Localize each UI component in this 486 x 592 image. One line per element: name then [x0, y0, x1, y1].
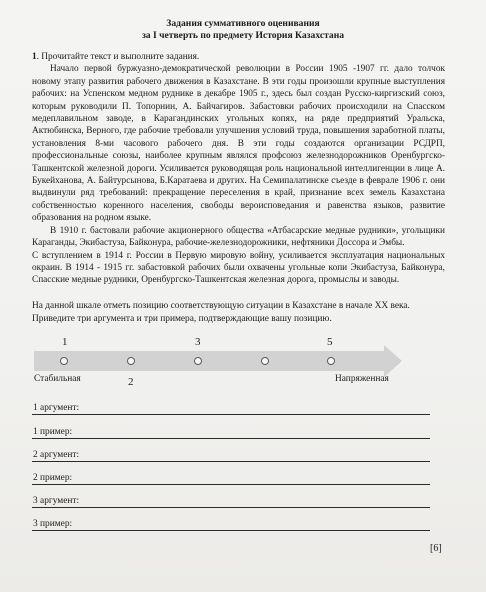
paragraph-2: В 1910 г. бастовали рабочие акционерного общества «Атбасарские медные рудники», угольщики Караганды, Экибастуза, Байконура, рабочие-железнодорожники, нефтяники Доссора и Эмбы.: [32, 225, 445, 249]
scale-point-4[interactable]: [261, 357, 269, 365]
scale-number-1: 1: [62, 336, 68, 348]
marks-total: [6]: [430, 543, 442, 554]
answer-line-argument-3[interactable]: [32, 507, 430, 508]
answer-line-example-3[interactable]: [32, 530, 430, 531]
answer-label-example-3: 3 пример:: [33, 519, 73, 529]
answer-line-example-1[interactable]: [32, 438, 430, 439]
scale-point-3[interactable]: [194, 357, 202, 365]
task-number: 1: [32, 52, 37, 62]
scale-point-1[interactable]: [60, 357, 68, 365]
answer-line-example-2[interactable]: [32, 484, 430, 485]
answer-line-argument-1[interactable]: [32, 414, 430, 415]
answer-label-argument-3: 3 аргумент:: [33, 496, 80, 506]
paragraph-1: Начало первой буржуазно-демократической революции в России 1905 -1907 гг. дало толчок новому этапу развития рабочего движения в Казахстане. В эти годы произошли крупные выступления рабочих: на Успенском медном руднике в декабре 1905 г., здесь был создан Русско-киргизский союз, которым руководили П. Топорнин, А. Байчагиров. Забастовки рабочих происходили на Спасском медеплавильном заводе, в Карагандинских угольных копях, на ряде предприятий Уральска, Актюбинска, Верного, где рабочие требовали улучшения условий труда, повышения заработной платы, установления 8-ми часового рабочего дня. В эти годы создаются организации РСДРП, профессиональные союзы, наиболее крупным являлся профсоюз железнодорожников Оренбургско-Ташкентской железной дороги. Усиливается руководящая роль национальной интеллигенции в лице А. Букейханова, А. Байтурсынова, Б.Каратаева и других. На Семипалатинске съезде в феврале 1906 г. они выдвинули ряд требований: прекращение переселения в край, признание всех земель Казахстана собственностью коренного населения, свободы вероисповедания и равенства языков, развитие образования на родном языке.: [32, 64, 445, 224]
answer-label-example-1: 1 пример:: [33, 427, 73, 437]
task-text: [32, 51, 445, 287]
scale-point-5[interactable]: [327, 357, 335, 365]
worksheet-subtitle: за I четверть по предмету История Казахстана: [141, 30, 345, 41]
answer-label-argument-1: 1 аргумент:: [33, 403, 80, 413]
paragraph-3: С вступлением в 1914 г. России в Первую мировую войну, усиливается эксплуатация национальных окраин. В 1914 - 1915 гг. забастовкой рабочих были охвачены угольные копи Экибастуза, Байконура, Спасские медные рудники, Оренбургско-Ташкентская железная дорога, промыслы и заводы.: [32, 250, 445, 286]
scale-number-2: 2: [128, 376, 134, 388]
task-instruction: [32, 51, 445, 63]
scale-left-label: Стабильная: [34, 374, 81, 384]
answer-label-argument-2: 2 аргумент:: [33, 450, 80, 460]
scale-right-label: Напряженная: [335, 374, 389, 384]
scale-number-5: 5: [327, 336, 333, 348]
scale-number-3: 3: [195, 336, 201, 348]
worksheet-title: Задания суммативного оценивания: [166, 18, 320, 29]
scale-point-2[interactable]: [127, 357, 135, 365]
task-instruction-text: . Прочитайте текст и выполните задания.: [36, 52, 200, 62]
scale-arrow-head: [384, 345, 402, 377]
task-question: На данной шкале отметь позицию соответствующую ситуации в Казахстане в начале XX века. Приведите три аргумента и три примера, подтверждающие вашу позицию.: [32, 301, 410, 324]
answer-label-example-2: 2 пример:: [33, 473, 73, 483]
answer-line-argument-2[interactable]: [32, 461, 430, 462]
